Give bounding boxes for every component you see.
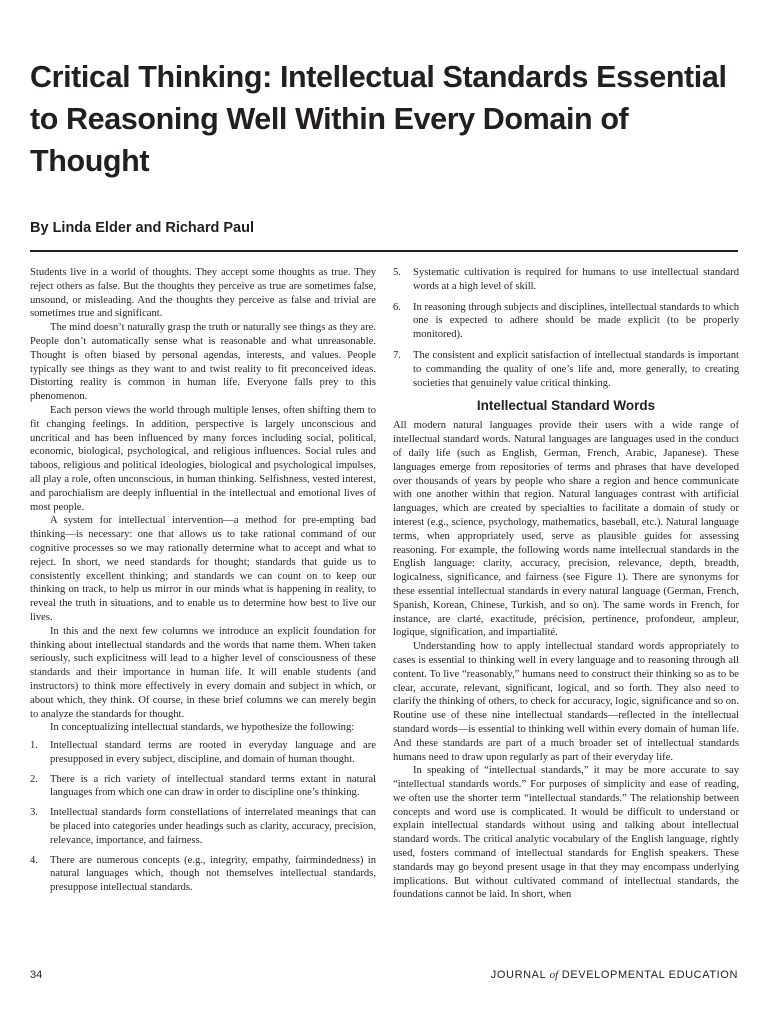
page-number: 34 [30, 969, 43, 981]
list-item-text: In reasoning through subjects and disciplines, intellectual standards to which one is expected to adhere should be made explicit (to be properly monitored). [413, 301, 739, 341]
list-item-text: Intellectual standards form constellations of interrelated meanings that can be placed into categories under headings such as clarity, accuracy, precision, relevance, importance, and fairness. [50, 807, 376, 846]
paragraph: Understanding how to apply intellectual standard words appropriately to cases is essential to thinking well in every language and to reasoning through all content. To live “reasonably,” humans need to construct their thinking so as to be clear, accurate, relevant, significant, logical, and so forth. They also need to clarify the thinking of others, to check for accuracy, logic, significance and so on. Routine use of these nine intellectual standards—reflected in the intellectual standard words—is essential to thinking well within every domain of human life. And these standards are part of a much broader set of intellectual standards humans need to draw upon regularly as part of their everyday life. [393, 641, 739, 763]
paragraph: Students live in a world of thoughts. They accept some thoughts as true. They reject others as false. But the thoughts they perceive as true are sometimes false, unsound, or misleading. And the thoughts they perceive as false and trivial are sometimes true and significant. [30, 267, 376, 320]
list-number: 1. [30, 740, 38, 752]
list-item-text: The consistent and explicit satisfaction of intellectual standards is important to commanding the quality of one’s life and, more generally, to creating societies that genuinely value critical thinking. [413, 349, 739, 389]
paragraph: In speaking of “intellectual standards,” it may be more accurate to say “intellectual standards words.” For purposes of simplicity and ease of reading, we often use the shorter term “intellectual standards.” The relationship between concepts and word use is complicated. It would be difficult to understand or explain intellectual standards without using and talking about intellectual standard words. The critical analytic vocabulary of the English language, rightly used, fosters command of intellectual standards for English speakers. These standards may go beyond present usage in that they may encompass underlying implications. But without cultivated command of intellectual standards, the foundations cannot be laid. In short, when [393, 765, 739, 901]
list-item [393, 266, 739, 294]
section-heading: Intellectual Standard Words [476, 398, 656, 414]
paragraph: The mind doesn’t naturally grasp the truth or naturally see things as they are. People don’t automatically sense what is reasonable and what unreasonable. Thought is often biased by personal agendas, interests, and values. People typically see things as they want to and twist reality to fit preconceived ideas. Distorting reality is common in human life. Everyone falls prey to this phenomenon. [30, 322, 376, 403]
journal-name [491, 969, 738, 981]
list-number: 7. [393, 349, 401, 361]
right-column [393, 266, 739, 902]
hypotheses-list [30, 739, 376, 895]
paragraph: Each person views the world through multiple lenses, often shifting them to fit changing feelings. In addition, perspective is largely unconscious and uncritical and has been influenced by many forces including social, political, economic, biological, psychological, and religious influences. Social rules and taboos, religious and political ideologies, biological and psychological impulses, all play a role, often unconscious, in human thinking. Selfishness, vested interest, and parochialism are deeply influential in the intellectual and emotional lives of most people. [30, 404, 376, 513]
list-item [30, 739, 376, 767]
paragraph: In conceptualizing intellectual standards, we hypothesize the following: [50, 722, 355, 734]
list-item [30, 806, 376, 847]
list-item-text: There is a rich variety of intellectual standard terms extant in natural languages from which one can draw in order to discipline one’s thinking. [50, 773, 376, 799]
list-item-text: Intellectual standard terms are rooted in everyday language and are presupposed in every subject, discipline, and domain of human thought. [50, 740, 376, 765]
hypotheses-list-continued [393, 266, 739, 390]
list-item-text: There are numerous concepts (e.g., integrity, empathy, fairmindedness) in natural languages which, though not themselves intellectual standards, presuppose intellectual standards. [50, 854, 376, 894]
list-number: 4. [30, 854, 38, 866]
list-number: 5. [393, 267, 401, 278]
paragraph: In this and the next few columns we introduce an explicit foundation for thinking about intellectual standards and the words that name them. When taken seriously, such explicitness will lead to a higher level of consciousness of these standards and their importance in human life. It will enable students (and instructors) to think more effectively in every domain and subject in which, or about which, they think. Of course, in these brief columns we can merely begin to analyze the standards for thought. [30, 625, 376, 720]
left-column [30, 266, 376, 901]
journal-name-of: of [549, 969, 559, 981]
list-item [393, 301, 739, 342]
title-divider [30, 250, 738, 252]
list-item-text: Systematic cultivation is required for humans to use intellectual standard words at a high level of skill. [413, 267, 739, 292]
list-item [393, 349, 739, 390]
list-number: 6. [393, 301, 401, 313]
list-item [30, 854, 376, 895]
list-number: 3. [30, 807, 38, 819]
list-number: 2. [30, 773, 38, 785]
article-title: Critical Thinking: Intellectual Standards Essential to Reasoning Well Within Every Domain of Thought [30, 60, 727, 178]
paragraph: All modern natural languages provide their users with a wide range of intellectual standard words. Natural languages are languages used in the conduct of daily life (such as English, German, French, Arabic, Japanese). These languages emerge from repositories of terms and phrases that have developed over thousands of years by people who share a region and hence communicate with one another within that region. Natural languages contrast with artificial languages, which are created by specialties to facilitate a domain of study or interest (e.g., science, psychology, mathematics, baseball, etc.). Natural language terms, when appropriately used, serve as plausible guides for assessing reasoning. For example, the following words name intellectual standards in the English language: clarity, accuracy, precision, relevance, depth, breadth, logicalness, significance, and fairness (see Figure 1). There are synonyms for these essential intellectual standards in every natural language (German, French, Spanish, Korean, Chinese, Turkish, and so on). The same words in French, for instance, are clarté, exactitude, précision, pertinence, profondeur, ampleur, logique, signification, and impartialité. [393, 420, 739, 639]
journal-name-post: DEVELOPMENTAL EDUCATION [558, 969, 738, 981]
paragraph: A system for intellectual intervention—a method for pre-empting bad thinking—is necessary: one that allows us to take rational command of our cognitive processes so we may rationally determine what to accept and what to reject. In short, we need standards for thought; standards that guide us to consistently excellent thinking; and standards we can count on to keep our thinking on track, to help us mirror in our minds what is happening in reality, to reveal the truth in situations, and to enable us to determine how best to live our lives. [30, 515, 376, 623]
list-item [30, 773, 376, 801]
byline: By Linda Elder and Richard Paul [30, 220, 254, 236]
journal-name-pre: JOURNAL [490, 969, 550, 981]
